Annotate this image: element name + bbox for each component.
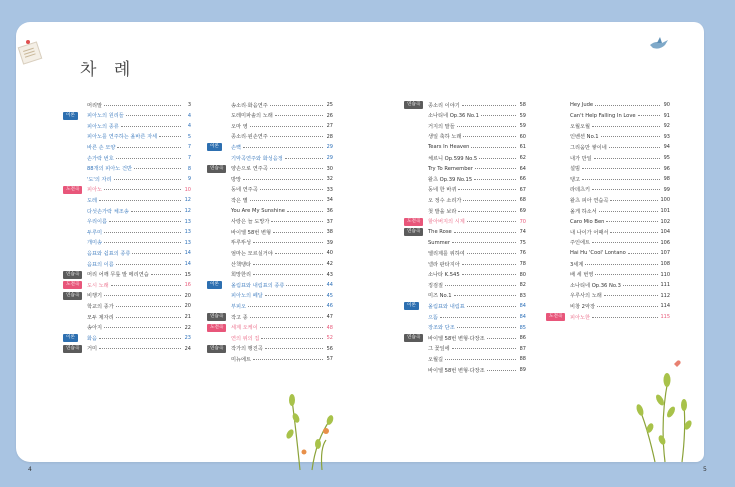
toc-entry-title: 피아노 [87, 187, 103, 194]
toc-entry-title: 방망 [231, 176, 242, 183]
toc-entry-page: 83 [519, 292, 526, 299]
toc-entry-title: 산책탱타 [231, 261, 252, 268]
toc-entry-title: '도'의 자리 [87, 176, 112, 183]
section-tag: 이론 [207, 281, 222, 289]
section-tag: 연습곡 [63, 271, 82, 279]
toc-entry-page: 39 [326, 239, 333, 246]
toc-entry-title: 피아노의 원리들 [87, 113, 124, 120]
section-tag: 연습곡 [404, 101, 423, 109]
toc-entry-title: 모두 제자리 [87, 314, 114, 321]
toc-entry-page: 57 [326, 356, 333, 363]
toc-entry-page: 42 [326, 261, 333, 267]
toc-entry-page: 8 [187, 165, 191, 172]
toc-entry-page: 24 [184, 345, 191, 352]
toc-entry-page: 9 [187, 176, 191, 183]
toc-entry-page: 91 [663, 112, 670, 119]
toc-entry-title: 종소리 이야기 [428, 102, 460, 109]
toc-entry-title: 오월길 [428, 356, 444, 363]
toc-entry-title: 설빔 [570, 166, 581, 173]
toc-entry-title: 작고 종 [231, 314, 248, 321]
toc-entry-title: Summer [428, 239, 451, 246]
toc-entry-title: 사랑은 늘 도망가 [231, 219, 270, 226]
toc-entry-page: 74 [519, 229, 526, 236]
toc-entry-page: 56 [326, 345, 333, 352]
toc-entry-page: 21 [184, 314, 191, 320]
toc-entry-title: 비행기 [87, 293, 103, 300]
toc-entry-title: 바이엘 58번 변형·다장조 [428, 335, 485, 342]
toc-entry-page: 44 [326, 282, 333, 289]
toc-entry-page: 34 [326, 197, 333, 204]
toc-entry-title: 미즈 No.1 [428, 293, 452, 300]
toc-entry-page: 102 [660, 218, 670, 225]
section-tag: 연습곡 [404, 334, 423, 342]
toc-entry-page: 32 [326, 176, 333, 183]
section-tag: 도전곡 [404, 218, 423, 226]
toc-entry-title: 오월오월 [570, 123, 591, 130]
toc-entry-title: 소나티네 Op.36 No.3 [570, 282, 621, 289]
toc-entry-title: 우리이름 [87, 219, 108, 226]
toc-entry-title: 양손으로 연주곡 [231, 166, 268, 173]
toc-entry-page: 7 [187, 144, 191, 151]
section-tag: 도전곡 [546, 313, 565, 321]
toc-entry-title: 왈츠 Op.39 No.15 [428, 176, 473, 183]
toc-entry-page: 48 [326, 324, 333, 331]
toc-entry-title: 학교의 종가 [87, 303, 114, 310]
toc-entry-title: 바른 손 모양 [87, 144, 116, 151]
toc-entry-title: 바이엘 58번 변형·다장조 [428, 367, 485, 374]
toc-entry-title: 두루미 [87, 229, 103, 236]
toc-entry-title: You Are My Sunshine [231, 208, 285, 214]
toc-entry-page: 107 [660, 250, 670, 257]
toc-entry-page: 12 [184, 197, 191, 204]
toc-entry-page: 84 [519, 303, 526, 310]
toc-entry-title: 내 나이가 어때서 [570, 229, 609, 236]
toc-entry-page: 58 [519, 102, 526, 108]
toc-entry-title: 음표와 쉼표의 종류 [87, 250, 131, 257]
section-tag: 이론 [63, 112, 78, 120]
toc-entry-title: 부피오 [231, 303, 247, 310]
page-number-right: 5 [703, 466, 707, 473]
toc-entry-title: 송소리·화음연주 [231, 102, 268, 109]
toc-entry-title: 손가락 번호 [87, 155, 114, 162]
toc-entry-title: 배 세 번영 [570, 272, 594, 279]
toc-entry-title: Tears In Heaven [428, 144, 470, 151]
toc-entry-page: 16 [184, 282, 191, 289]
toc-entry-title: Caro Mio Ben [570, 218, 605, 225]
section-tag: 이론 [207, 143, 222, 151]
toc-entry-page: 26 [326, 112, 333, 119]
toc-entry-page: 4 [187, 112, 191, 119]
toc-entry-title: 내가 만일 [570, 155, 592, 162]
toc-entry-title: 장조와 단조 [428, 325, 455, 332]
toc-entry-title: 88개의 피아노 건반 [87, 166, 132, 173]
toc-entry-page: 69 [519, 208, 526, 214]
toc-entry-page: 43 [326, 271, 333, 278]
toc-entry-page: 78 [519, 261, 526, 267]
toc-entry-page: 68 [519, 197, 526, 204]
toc-entry-page: 52 [326, 335, 333, 342]
toc-entry-title: 머리말 [87, 102, 103, 109]
toc-entry-title: 오 정수 소리가 [428, 197, 462, 204]
toc-entry-title: 화음 [87, 335, 98, 342]
toc-entry-page: 13 [184, 229, 191, 236]
toc-entry-title: 소나타 K.545 [428, 272, 460, 279]
toc-entry-title: 소나티네 Op.36 No.1 [428, 113, 479, 120]
toc-entry-page: 14 [184, 261, 191, 267]
toc-entry-title: 개미송 [87, 240, 103, 247]
toc-entry-title: 동네 연주곡 [231, 187, 258, 194]
toc-entry-title: 머리 어깨 무릎 발 메리연습 [87, 272, 149, 279]
toc-entry-title: 희망한리 [231, 272, 252, 279]
toc-entry-title: 첫 발을 보라 [428, 208, 457, 215]
toc-entry-page: 70 [519, 218, 526, 225]
toc-entry-title: 도레미파솔의 노래 [231, 113, 273, 120]
toc-entry-title: 연의 위의 집 [231, 335, 260, 342]
toc-entry-page: 101 [660, 208, 670, 214]
toc-entry-page: 110 [660, 271, 670, 278]
toc-entry-page: 33 [326, 186, 333, 193]
section-tag: 연습곡 [207, 165, 226, 173]
toc-entry-page: 100 [660, 197, 670, 204]
toc-entry-title: 피아노의 종류 [87, 123, 119, 130]
toc-entry-title: 주인에트 [570, 240, 591, 247]
toc-entry-page: 38 [326, 229, 333, 236]
toc-entry-title: 올림표와 내림표 [428, 303, 465, 310]
toc-entry-title: 송아지 [87, 325, 103, 332]
toc-entry-title: 피아노를 연주하는 올바른 자세 [87, 134, 158, 141]
toc-entry-title: 도시 노래 [87, 282, 109, 289]
toc-entry-page: 29 [326, 144, 333, 151]
toc-entry-title: 생일 축하 노래 [428, 134, 462, 141]
toc-entry-title: 그리움만 쌓이네 [570, 144, 607, 151]
toc-entry-page: 112 [660, 292, 670, 299]
toc-entry-title: 라데츠키 [570, 187, 591, 194]
toc-entry-page: 12 [184, 208, 191, 214]
toc-entry-title: 거미 [87, 346, 98, 353]
toc-entry-page: 104 [660, 229, 670, 236]
toc-entry-title: 피아노의 페달 [231, 293, 263, 300]
toc-entry-title: 왈츠 피아 연습곡 [570, 197, 609, 204]
toc-entry-title: 세계 오케이 [231, 325, 258, 332]
toc-entry-page: 94 [663, 144, 670, 151]
section-tag: 도전곡 [63, 281, 82, 289]
toc-entry-page: 47 [326, 314, 333, 320]
toc-entry-title: 다섯손가락 체조송 [87, 208, 129, 215]
toc-entry-page: 60 [519, 133, 526, 140]
toc-entry-page: 108 [660, 261, 670, 267]
toc-entry-title: 음표의 이름 [87, 261, 114, 268]
toc-entry-page: 99 [663, 186, 670, 193]
toc-entry-title: 뚜루뚜성 [231, 240, 252, 247]
toc-entry-page: 5 [187, 133, 191, 140]
toc-entry-page: 40 [326, 250, 333, 257]
toc-entry-page: 75 [519, 239, 526, 246]
toc-entry-title: 으뜸 [428, 314, 439, 321]
toc-entry-page: 86 [519, 335, 526, 342]
section-tag: 도전곡 [63, 186, 82, 194]
toc-entry-page: 93 [663, 133, 670, 140]
toc-entry-page: 106 [660, 239, 670, 246]
toc-entry-page: 20 [184, 303, 191, 310]
toc-entry-page: 67 [519, 186, 526, 193]
toc-entry-page: 114 [660, 303, 670, 310]
toc-entry-title: Try To Remember [428, 165, 473, 172]
toc-entry-page: 111 [660, 282, 670, 289]
toc-entry-page: 98 [663, 176, 670, 183]
toc-entry-page: 82 [519, 282, 526, 289]
toc-entry-title: 작가의 행진곡 [231, 346, 263, 353]
toc-entry-title: 바이엘 58번 변형 [231, 229, 271, 236]
toc-entry-title: Can't Help Falling In Love [570, 112, 636, 119]
toc-entry-title: Hey Jude [570, 102, 594, 108]
toc-entry-title: Hai Hu 'Cool' Lontano [570, 250, 626, 257]
toc-entry-page: 4 [187, 123, 191, 130]
toc-entry-page: 64 [519, 165, 526, 172]
toc-entry-title: 미뉴에트 [231, 356, 252, 363]
section-tag: 도전곡 [207, 324, 226, 332]
page-number-left: 4 [28, 466, 32, 473]
toc-entry-title: 할아버지의 시계 [428, 219, 465, 226]
toc-entry-title: 체르니 Op.599 No.5 [428, 155, 478, 162]
toc-entry-page: 23 [184, 335, 191, 342]
section-tag: 연습곡 [207, 345, 226, 353]
toc-entry-page: 59 [519, 123, 526, 130]
toc-entry-title: 작은 별 [231, 197, 248, 204]
toc-entry-page: 25 [326, 102, 333, 108]
section-tag: 연습곡 [63, 292, 82, 300]
toc-entry-page: 115 [660, 314, 670, 320]
toc-entry-page: 15 [184, 271, 191, 278]
toc-entry-page: 59 [519, 112, 526, 119]
toc-entry-page: 88 [519, 356, 526, 363]
toc-entry-title: 그 꽃잎에 [428, 346, 450, 353]
toc-entry-page: 90 [663, 102, 670, 108]
toc-entry-page: 36 [326, 208, 333, 214]
toc-entry-page: 29 [326, 155, 333, 161]
toc-entry-page: 13 [184, 218, 191, 225]
page-title: 차 례 [80, 60, 137, 80]
section-tag: 이론 [63, 334, 78, 342]
toc-entry-title: 넬라 판타지아 [428, 261, 460, 268]
toc-entry-page: 30 [326, 165, 333, 172]
toc-entry-title: 인벤션 No.1 [570, 134, 599, 141]
toc-entry-title: 피아노한 [570, 314, 591, 321]
toc-entry-page: 27 [326, 123, 333, 130]
toc-entry-title: 엘리제를 위하여 [428, 250, 465, 257]
toc-entry-title: 우루사의 노래 [570, 293, 602, 300]
toc-entry-page: 7 [187, 155, 191, 161]
toc-entry-page: 61 [519, 144, 526, 151]
toc-entry-title: 동네 한 바퀴 [428, 187, 457, 194]
toc-entry-page: 62 [519, 155, 526, 161]
toc-entry-page: 10 [184, 186, 191, 193]
toc-entry-title: 올게 하소서 [570, 208, 597, 215]
toc-entry-page: 95 [663, 155, 670, 161]
toc-entry-title: 기악곡연주와 화성음정 [231, 155, 283, 162]
section-tag: 연습곡 [207, 313, 226, 321]
toc-entry-page: 37 [326, 218, 333, 225]
toc-entry-page: 96 [663, 165, 670, 172]
toc-entry-title: 3세계 [570, 261, 584, 268]
toc-entry-title: 손뼉 [231, 144, 242, 151]
toc-entry-title: 도레 [87, 197, 98, 204]
toc-entry-page: 89 [519, 367, 526, 373]
toc-entry-page: 87 [519, 345, 526, 352]
toc-entry-page: 66 [519, 176, 526, 183]
toc-entry-title: 거지의 말들 [428, 123, 455, 130]
toc-entry-title: 오마 영 [231, 123, 248, 130]
toc-entry-page: 28 [326, 133, 333, 140]
toc-entry-title: 엄마는 모르실거야 [231, 250, 273, 257]
toc-entry-page: 46 [326, 303, 333, 310]
section-tag: 이론 [404, 302, 419, 310]
toc-entry-page: 92 [663, 123, 670, 130]
toc-entry-title: 탱고 [570, 176, 581, 183]
toc-entry-title: 올림표와 내림표의 종류 [231, 282, 285, 289]
toc-entry-page: 45 [326, 292, 333, 299]
toc-entry-page: 22 [184, 324, 191, 331]
section-tag: 연습곡 [404, 228, 423, 236]
toc-entry-page: 13 [184, 239, 191, 246]
toc-entry-page: 84 [519, 314, 526, 320]
toc-entry-title: 종소리·왼손연주 [231, 134, 268, 141]
toc-entry-page: 3 [187, 102, 191, 108]
toc-entry-page: 20 [184, 292, 191, 299]
toc-entry-page: 85 [519, 324, 526, 331]
toc-entry-page: 80 [519, 271, 526, 278]
toc-entry-page: 76 [519, 250, 526, 257]
toc-entry-title: The Rose [428, 229, 452, 236]
toc-entry-title: 비창 2악장 [570, 303, 595, 310]
section-tag: 연습곡 [63, 345, 82, 353]
toc-entry-title: 징검질 [428, 282, 444, 289]
toc-entry-page: 14 [184, 250, 191, 257]
